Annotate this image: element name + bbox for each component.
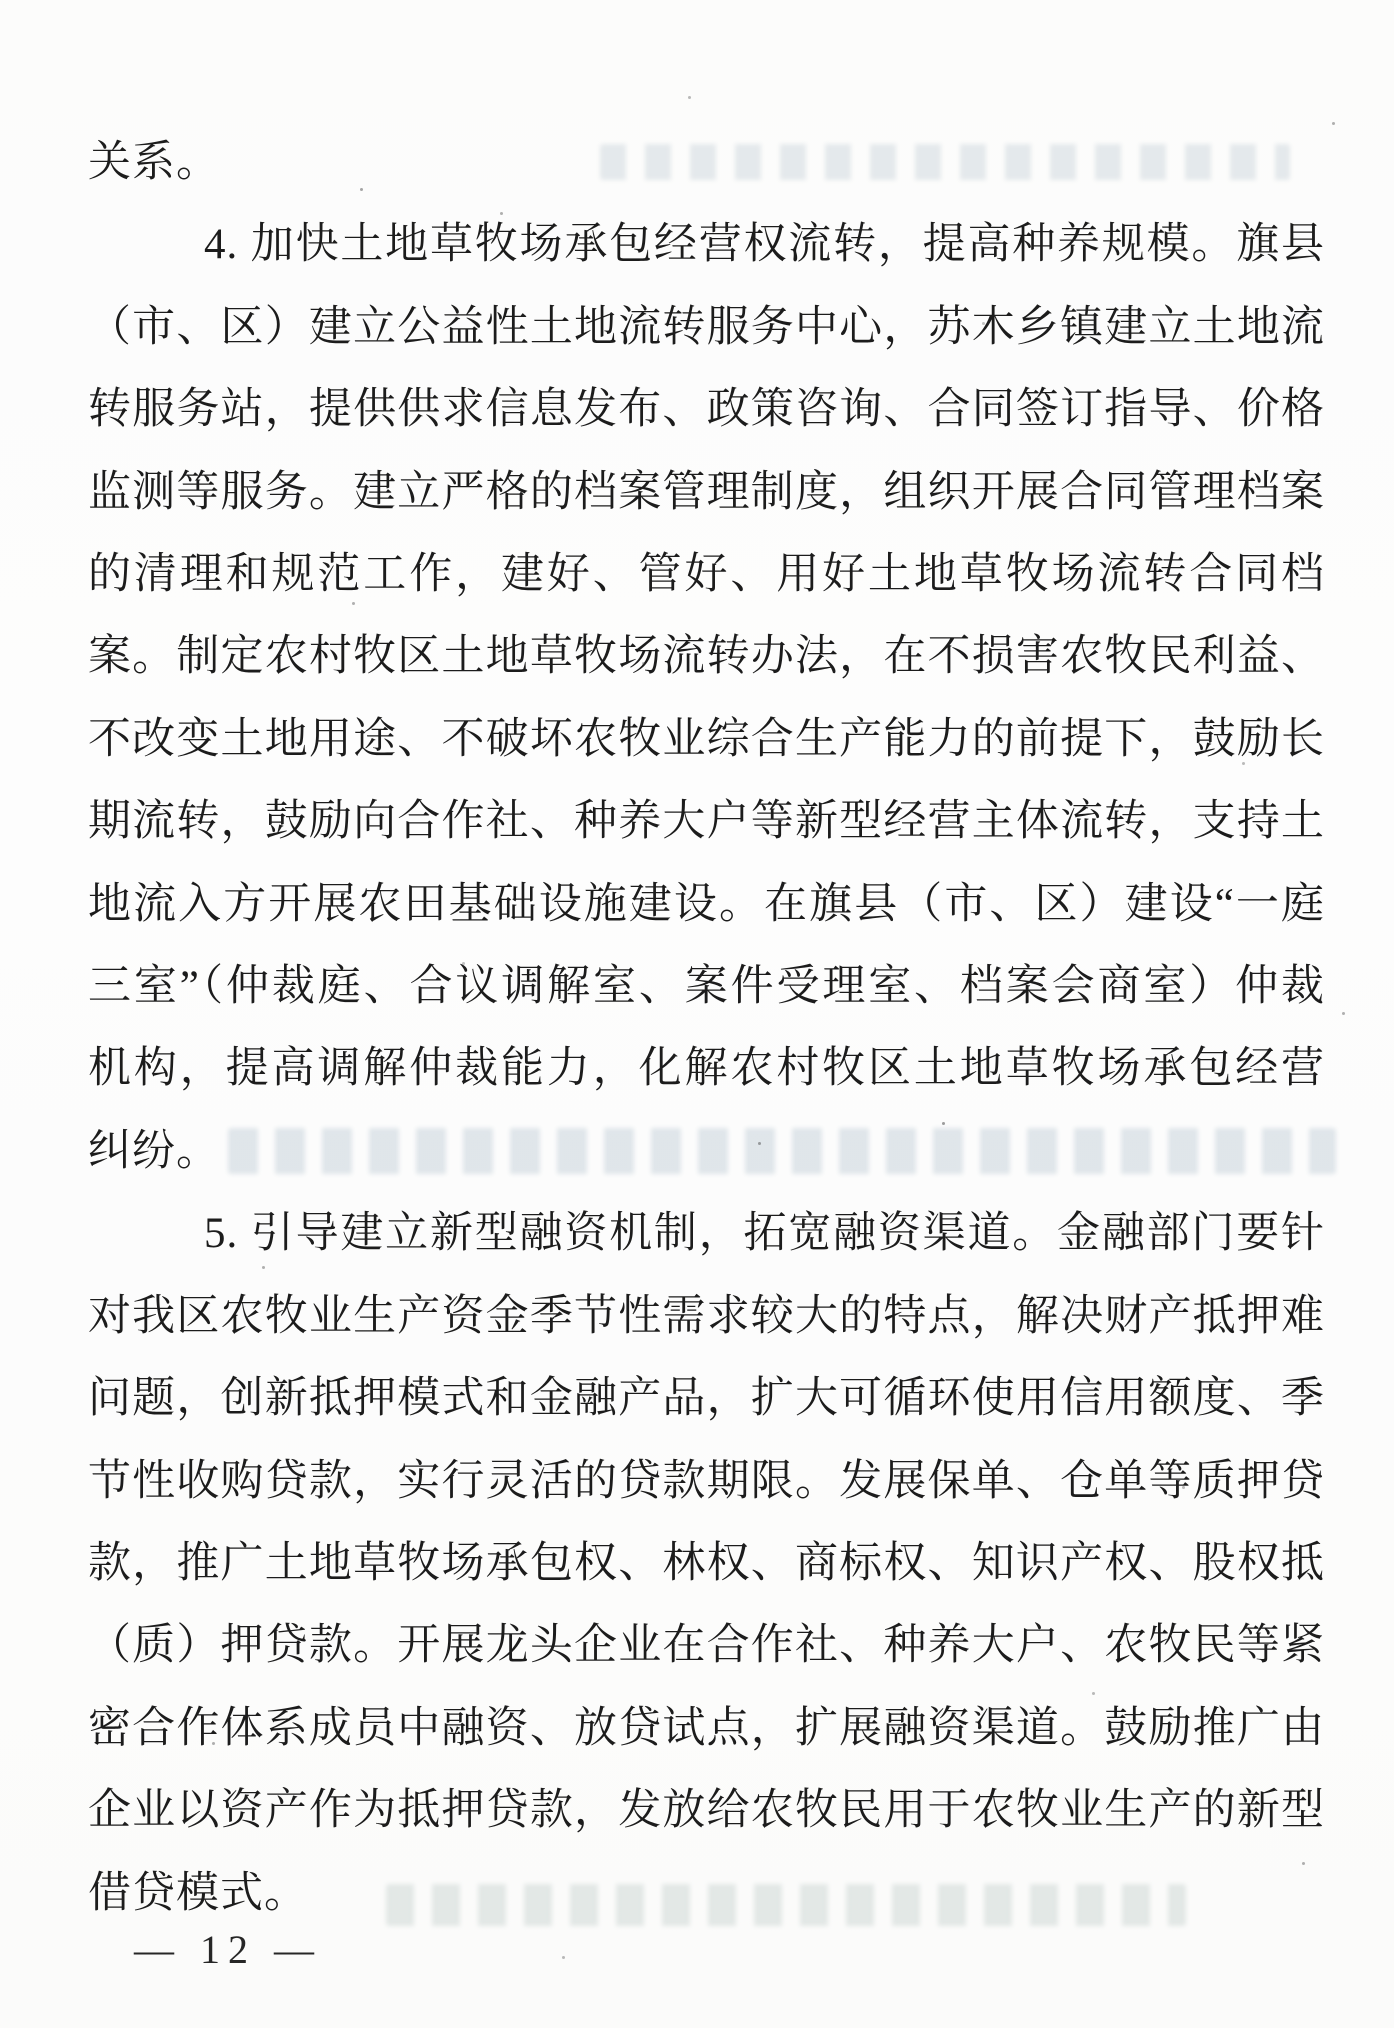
text-line: 节性收购贷款，实行灵活的贷款期限。发展保单、仓单等质押贷: [88, 1457, 1325, 1505]
text-line: 借贷模式。: [88, 1869, 308, 1917]
text-line: （市、区）建立公益性土地流转服务中心，苏木乡镇建立土地流: [88, 303, 1325, 351]
text-line: 期流转，鼓励向合作社、种养大户等新型经营主体流转，支持土: [88, 798, 1325, 846]
page-number: — 12 —: [134, 1927, 322, 1972]
text-line: 纠纷。: [88, 1127, 220, 1175]
text-line: 企业以资产作为抵押贷款，发放给农牧民用于农牧业生产的新型: [88, 1787, 1325, 1835]
text-line: 地流入方开展农田基础设施建设。在旗县（市、区）建设“一庭: [88, 880, 1325, 928]
ink-bleedthrough-artifact: [386, 1884, 1186, 1926]
text-line: （质）押贷款。开展龙头企业在合作社、种养大户、农牧民等紧: [88, 1622, 1325, 1670]
text-line: 款，推广土地草牧场承包权、林权、商标权、知识产权、股权抵: [88, 1539, 1325, 1587]
text-line: 三室”（仲裁庭、合议调解室、案件受理室、档案会商室）仲裁: [88, 963, 1325, 1011]
text-line: 对我区农牧业生产资金季节性需求较大的特点，解决财产抵押难: [88, 1292, 1325, 1340]
text-line-item-4-start: 4. 加快土地草牧场承包经营权流转，提高种养规模。旗县: [204, 221, 1325, 269]
text-line: 问题，创新抵押模式和金融产品，扩大可循环使用信用额度、季: [88, 1375, 1325, 1423]
text-line: 监测等服务。建立严格的档案管理制度，组织开展合同管理档案: [88, 468, 1325, 516]
text-line: 关系。: [88, 139, 220, 186]
text-line: 的清理和规范工作，建好、管好、用好土地草牧场流转合同档: [88, 551, 1325, 599]
document-body: [88, 122, 1325, 1935]
text-line: 案。制定农村牧区土地草牧场流转办法，在不损害农牧民利益、: [88, 633, 1325, 681]
ink-bleedthrough-artifact: [228, 1128, 1336, 1174]
text-line: 转服务站，提供供求信息发布、政策咨询、合同签订指导、价格: [88, 386, 1325, 434]
text-line: 不改变土地用途、不破坏农牧业综合生产能力的前提下，鼓励长: [88, 715, 1325, 763]
text-line: 机构，提高调解仲裁能力，化解农村牧区土地草牧场承包经营: [88, 1045, 1325, 1093]
ink-bleedthrough-artifact: [600, 144, 1290, 180]
text-line: 密合作体系成员中融资、放贷试点，扩展融资渠道。鼓励推广由: [88, 1704, 1325, 1752]
text-line-item-5-start: 5. 引导建立新型融资机制，拓宽融资渠道。金融部门要针: [204, 1210, 1325, 1258]
scan-noise-specks: [0, 0, 3, 3]
